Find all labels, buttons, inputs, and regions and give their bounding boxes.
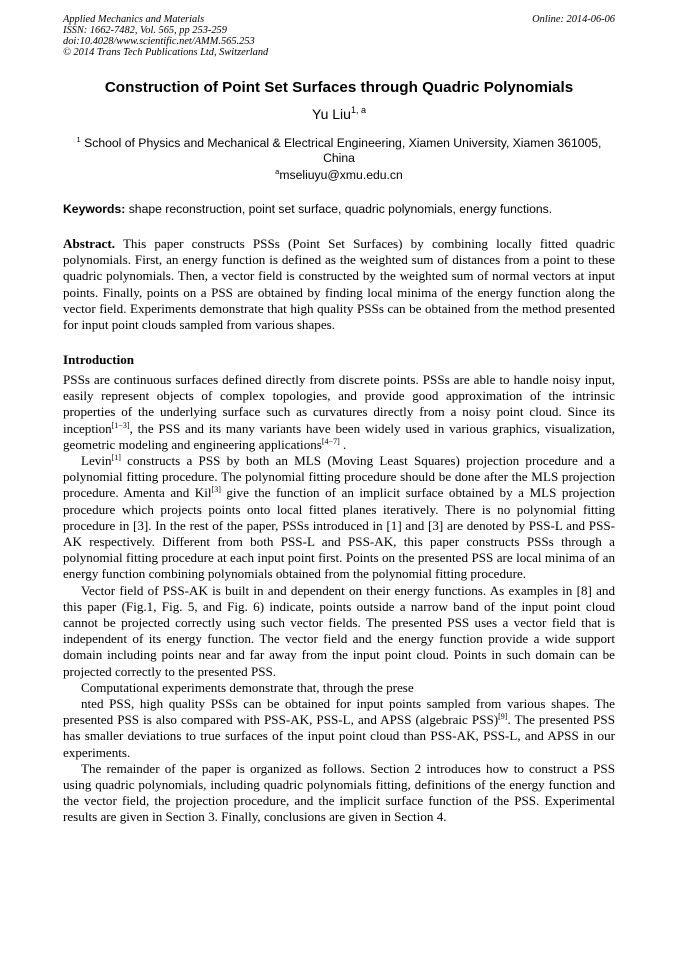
text-run: constructs a PSS by both an MLS (Moving Least Squares) projection procedure and a polynomial fitting procedure. The polynomial fitting procedure should be done after the MLS projection procedure. Amenta and Kil — [63, 453, 615, 501]
text-run: give the function of an implicit surface obtained by a MLS projection procedure which projects points onto local fitted planes iteratively. There is no polynomial fitting procedure in [3]. In the rest of the paper, PSSs introduced in [1] and [3] are denoted by PSS-L and PSS-AK respectively. Different from both PSS-L and PSS-AK, this paper constructs PSSs through a polynomial fitting procedure at each input point first. Points on the presented PSS are local minima of an energy function combining polynomials obtained from the polynomial fitting procedure. — [63, 485, 615, 582]
author-name: Yu Liu — [312, 106, 351, 122]
abstract-text: This paper constructs PSSs (Point Set Surfaces) by combining locally fitted quadric polynomials. First, an energy function is defined as the weighted sum of distances from a point to these quadric polynomials. Then, a vector field is constructed by the weighted sum of normal vectors at input points. Finally, points on a PSS are obtained by finding local minima of the energy function along the vector field. Experiments demonstrate that high quality PSSs can be obtained from the method presented for input point clouds sampled from various shapes. — [63, 236, 615, 333]
doi-line: doi:10.4028/www.scientific.net/AMM.565.253 — [63, 36, 255, 47]
copyright-line: © 2014 Trans Tech Publications Ltd, Switzerland — [63, 47, 269, 58]
email-mark: a — [275, 167, 280, 176]
intro-paragraph-3: Vector field of PSS-AK is built in and dependent on their energy functions. As examples in [8] and this paper (Fig.1, Fig. 5, and Fig. 6) indicate, points outside a narrow band of the input point cloud cannot be projected correctly using such vector fields. The presented PSS uses a vector field that is independent of its energy function. The vector field and the energy function provide a wide support domain including points near and far away from the input point cloud. Points in such domain can be projected correctly to the presented PSS. — [63, 582, 615, 679]
introduction-body — [63, 372, 615, 826]
citation[interactable]: [9] — [498, 712, 508, 722]
intro-paragraph-2 — [63, 453, 615, 583]
affiliation-mark: 1 — [76, 135, 81, 144]
issn-line: ISSN: 1662-7482, Vol. 565, pp 253-259 — [63, 25, 227, 36]
journal-header — [63, 14, 615, 58]
intro-paragraph-5: The remainder of the paper is organized as follows. Section 2 introduces how to construct a PSS using quadric polynomials, including quadric polynomials fitting, definitions of the energy function and the vector field, the projection procedure, and the implicit surface function of the PSS. Experimental results are given in Section 3. Finally, conclusions are given in Section 4. — [63, 760, 615, 825]
author-line — [40, 105, 638, 122]
citation[interactable]: [1] — [111, 453, 121, 463]
journal-name: Applied Mechanics and Materials — [63, 14, 205, 25]
text-run: nted PSS, high quality PSSs can be obtained for input points sampled from various shapes. The presented PSS is also compared with PSS-AK, PSS-L, and APSS (algebraic PSS) — [63, 696, 615, 728]
affiliation — [63, 132, 615, 166]
keywords-label: Keywords: — [63, 202, 126, 216]
keywords-text: shape reconstruction, point set surface, quadric polynomials, energy functions. — [128, 202, 553, 216]
text-run: , the PSS and its many variants have been widely used in various graphics, visualization, geometric modeling and engineering applications — [63, 420, 615, 452]
abstract-label: Abstract. — [63, 236, 115, 251]
intro-paragraph-1 — [63, 372, 615, 453]
text-run: . — [339, 436, 347, 452]
text-run: . The presented PSS has smaller deviations to true surfaces of the input point cloud than PSS-AK, PSS-L, and APSS in our experiments. — [63, 712, 615, 760]
abstract — [63, 236, 615, 333]
keywords — [63, 202, 615, 216]
intro-paragraph-4 — [63, 696, 615, 761]
intro-paragraph-4-line-1: Computational experiments demonstrate that, through the prese — [81, 679, 414, 695]
paper-title: Construction of Point Set Surfaces through Quadric Polynomials — [104, 79, 574, 96]
email-address[interactable]: mseliuyu@xmu.edu.cn — [279, 168, 403, 182]
author-marks: 1, a — [350, 105, 366, 115]
section-heading-introduction: Introduction — [63, 352, 135, 367]
text-run: PSSs are continuous surfaces defined directly from discrete points. PSSs are able to handle noisy input, easily represent objects of complex topologies, and provide good approximation of the intrinsic properties of the underlying surface such as curvatures directly from a noisy point cloud. Since its inception — [63, 372, 615, 436]
online-date: Online: 2014-06-06 — [532, 14, 615, 25]
affiliation-text: School of Physics and Mechanical & Electrical Engineering, Xiamen University, Xiamen 361005, China — [84, 136, 602, 165]
text-run: Levin — [81, 453, 112, 469]
citation[interactable]: [3] — [211, 485, 221, 495]
author-email — [40, 167, 638, 182]
citation[interactable]: [1−3] — [111, 420, 130, 430]
citation[interactable]: [4−7] — [321, 436, 340, 446]
